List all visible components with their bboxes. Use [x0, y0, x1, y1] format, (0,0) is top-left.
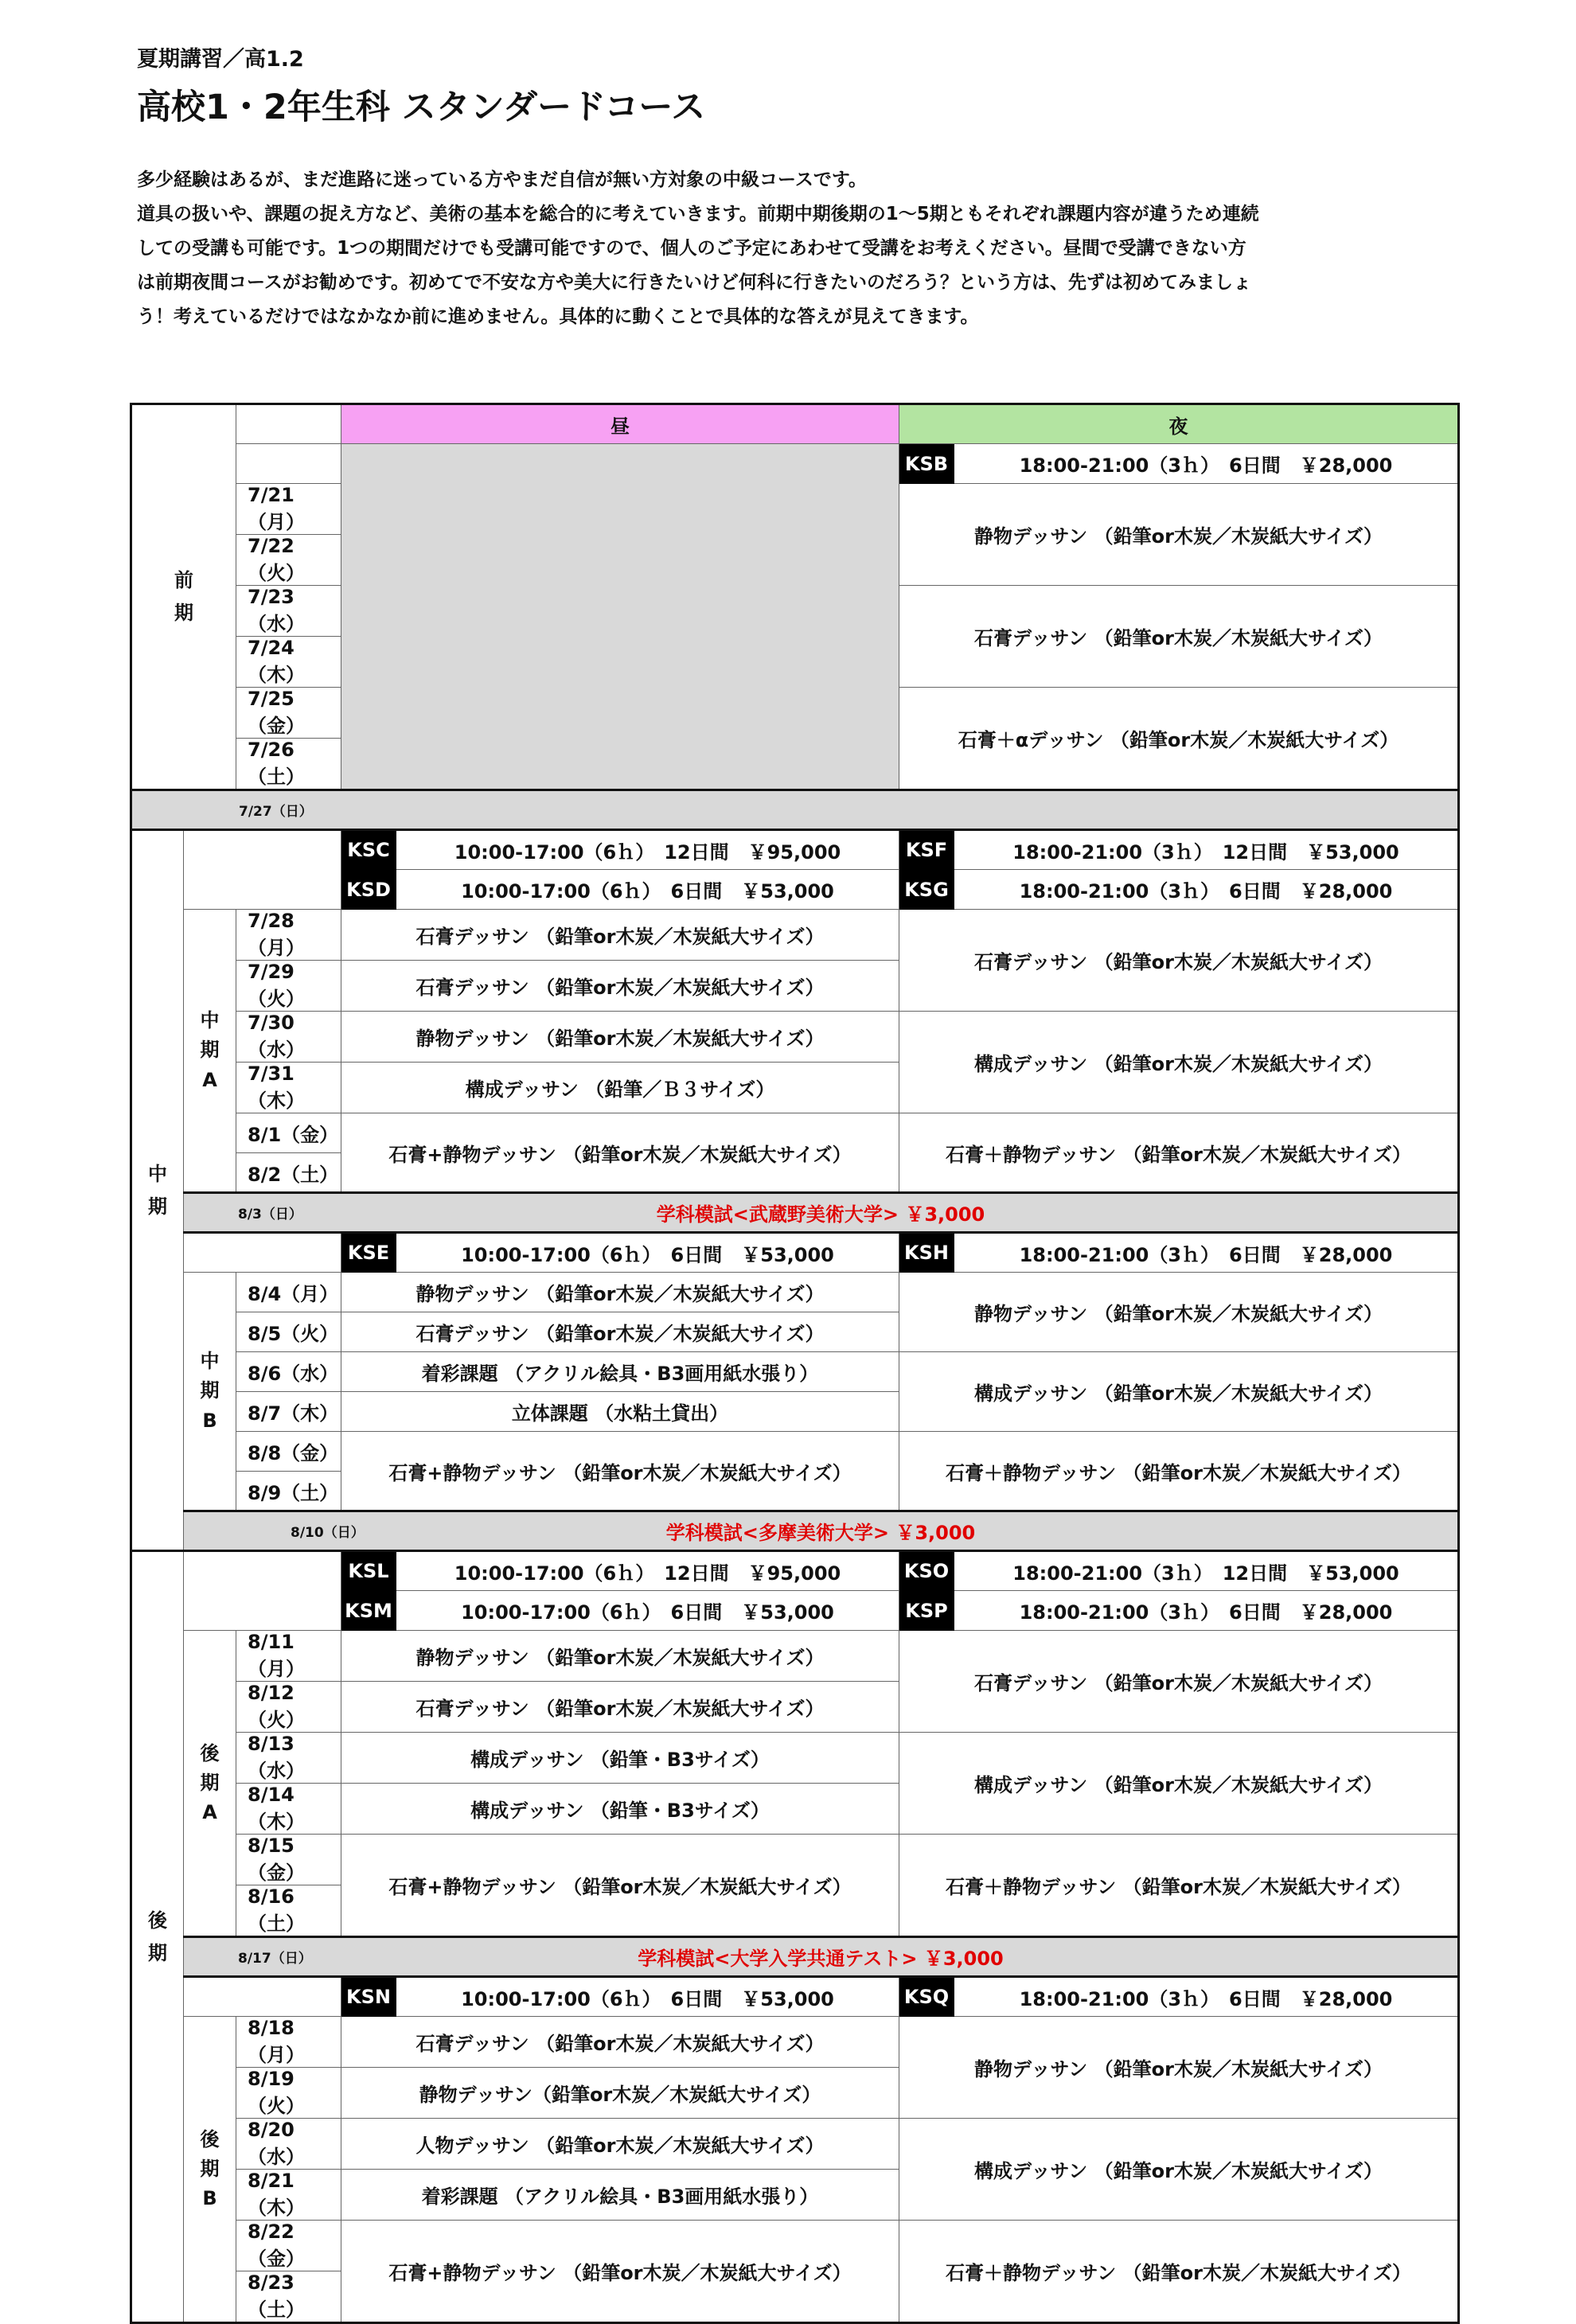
table-row: [131, 1012, 1459, 1063]
period-koki-b: 後 期 B: [184, 2017, 236, 2323]
course-info: 10:00-17:00（6ｈ） 6日間 ￥53,000: [396, 1591, 899, 1631]
holiday-row: [131, 1511, 1459, 1551]
date-cell: 8/8（金）: [236, 1432, 341, 1472]
date-cell: 8/5（火）: [236, 1312, 341, 1352]
holiday-cell: [184, 1511, 1459, 1551]
course-code-ksb: KSB: [899, 444, 954, 484]
night-course: 構成デッサン （鉛筆or木炭／木炭紙大サイズ）: [899, 1012, 1459, 1113]
holiday-date: 8/17（日）: [238, 1951, 312, 1967]
night-course: 石膏デッサン （鉛筆or木炭／木炭紙大サイズ）: [899, 1631, 1459, 1733]
day-course: 構成デッサン （鉛筆・B3サイズ）: [341, 1733, 899, 1784]
empty-cell: [236, 404, 341, 444]
holiday-cell: [131, 790, 1459, 830]
description-line: う！考えているだけではなかなか前に進めません。具体的に動くことで具体的な答えが見えてきます。: [137, 306, 979, 327]
date-cell: 8/16（土）: [236, 1885, 341, 1937]
night-course: 石膏デッサン （鉛筆or木炭／木炭紙大サイズ）: [899, 910, 1459, 1012]
holiday-row: [131, 1937, 1459, 1977]
course-info: 18:00-21:00（3ｈ） 6日間 ￥28,000: [954, 444, 1459, 484]
table-row: [131, 1551, 1459, 1591]
date-cell: 8/12（火）: [236, 1682, 341, 1733]
date-cell: 7/31（木）: [236, 1063, 341, 1113]
course-code-ksg: KSG: [899, 870, 954, 910]
date-cell: 8/9（土）: [236, 1472, 341, 1511]
course-info: 18:00-21:00（3ｈ） 12日間 ￥53,000: [954, 1551, 1459, 1591]
day-course: 静物デッサン （鉛筆or木炭／木炭紙大サイズ）: [341, 1012, 899, 1063]
course-code-ksl: KSL: [341, 1551, 396, 1591]
day-course: 石膏デッサン （鉛筆or木炭／木炭紙大サイズ）: [341, 961, 899, 1012]
day-course: 石膏デッサン （鉛筆or木炭／木炭紙大サイズ）: [341, 1682, 899, 1733]
schedule-table: [130, 403, 1460, 2324]
date-cell: 7/25（金）: [236, 688, 341, 739]
course-code-ksn: KSN: [341, 1977, 396, 2017]
table-row: [131, 1733, 1459, 1784]
course-info: 10:00-17:00（6ｈ） 6日間 ￥53,000: [396, 870, 899, 910]
page-subtitle: 夏期講習／高1.2: [137, 47, 304, 72]
day-course: 静物デッサン （鉛筆or木炭／木炭紙大サイズ）: [341, 1631, 899, 1682]
description-line: 道具の扱いや、課題の捉え方など、美術の基本を総合的に考えていきます。前期中期後期の1～5期ともそれぞれ課題内容が違うため連続: [137, 204, 1259, 224]
night-course: 静物デッサン （鉛筆or木炭／木炭紙大サイズ）: [899, 2017, 1459, 2119]
date-cell: 7/30（水）: [236, 1012, 341, 1063]
date-cell: 8/18（月）: [236, 2017, 341, 2068]
course-info: 18:00-21:00（3ｈ） 12日間 ￥53,000: [954, 830, 1459, 870]
page-header: [137, 41, 1474, 129]
holiday-date: 8/3（日）: [238, 1207, 302, 1222]
period-chuki-b: 中 期 B: [184, 1273, 236, 1511]
day-course: 立体課題 （水粘土貸出）: [341, 1392, 899, 1432]
holiday-date: 8/10（日）: [291, 1525, 365, 1541]
table-row: [131, 444, 1459, 484]
course-info: 10:00-17:00（6ｈ） 12日間 ￥95,000: [396, 830, 899, 870]
day-course: 人物デッサン （鉛筆or木炭／木炭紙大サイズ）: [341, 2119, 899, 2170]
date-cell: 7/29（火）: [236, 961, 341, 1012]
table-header-row: [131, 404, 1459, 444]
course-info: 18:00-21:00（3ｈ） 6日間 ￥28,000: [954, 1977, 1459, 2017]
course-code-kso: KSO: [899, 1551, 954, 1591]
table-row: [131, 1113, 1459, 1153]
day-course: 着彩課題 （アクリル絵具・B3画用紙水張り）: [341, 1352, 899, 1392]
course-code-ksp: KSP: [899, 1591, 954, 1631]
day-course: 着彩課題 （アクリル絵具・B3画用紙水張り）: [341, 2170, 899, 2221]
night-course: 石膏＋静物デッサン （鉛筆or木炭／木炭紙大サイズ）: [899, 1835, 1459, 1937]
date-cell: 8/13（水）: [236, 1733, 341, 1784]
course-info: 10:00-17:00（6ｈ） 6日間 ￥53,000: [396, 1977, 899, 2017]
day-course: 静物デッサン（鉛筆or木炭／木炭紙大サイズ）: [341, 2068, 899, 2119]
table-row: [131, 2017, 1459, 2068]
night-course: 石膏＋静物デッサン （鉛筆or木炭／木炭紙大サイズ）: [899, 2221, 1459, 2323]
date-cell: 8/11（月）: [236, 1631, 341, 1682]
period-zenki: 前 期: [131, 404, 236, 790]
description-line: しての受講も可能です。1つの期間だけでも受講可能ですので、個人のご予定にあわせて受講をお考えください。昼間で受講できない方: [137, 238, 1246, 259]
table-row: [131, 1352, 1459, 1392]
course-info: 18:00-21:00（3ｈ） 6日間 ￥28,000: [954, 1591, 1459, 1631]
exam-notice: 学科模試<多摩美術大学> ￥3,000: [665, 1522, 976, 1544]
date-cell: 8/4（月）: [236, 1273, 341, 1312]
night-course: 石膏＋αデッサン （鉛筆or木炭／木炭紙大サイズ）: [899, 688, 1459, 790]
date-cell: 7/26（土）: [236, 739, 341, 790]
night-header: 夜: [899, 404, 1459, 444]
course-info: 18:00-21:00（3ｈ） 6日間 ￥28,000: [954, 870, 1459, 910]
date-cell: 8/1（金）: [236, 1113, 341, 1153]
holiday-cell: [184, 1937, 1459, 1977]
day-course: 石膏+静物デッサン （鉛筆or木炭／木炭紙大サイズ）: [341, 1835, 899, 1937]
night-course: 構成デッサン （鉛筆or木炭／木炭紙大サイズ）: [899, 1352, 1459, 1432]
date-cell: 7/28（月）: [236, 910, 341, 961]
empty-cell: [236, 444, 341, 484]
course-code-kse: KSE: [341, 1233, 396, 1273]
exam-notice: 学科模試<大学入学共通テスト> ￥3,000: [638, 1948, 1004, 1970]
day-course: 石膏+静物デッサン （鉛筆or木炭／木炭紙大サイズ）: [341, 1113, 899, 1193]
date-cell: 8/23（土）: [236, 2271, 341, 2323]
course-info: 18:00-21:00（3ｈ） 6日間 ￥28,000: [954, 1233, 1459, 1273]
date-cell: 8/6（水）: [236, 1352, 341, 1392]
day-course: 構成デッサン （鉛筆／Ｂ３サイズ）: [341, 1063, 899, 1113]
day-course: 静物デッサン （鉛筆or木炭／木炭紙大サイズ）: [341, 1273, 899, 1312]
period-chuki-a: 中 期 A: [184, 910, 236, 1193]
table-row: [131, 1233, 1459, 1273]
description-line: 多少経験はあるが、まだ進路に迷っている方やまだ自信が無い方対象の中級コースです。: [137, 170, 868, 190]
holiday-row: [131, 1193, 1459, 1233]
date-cell: 8/14（木）: [236, 1784, 341, 1835]
day-course: 石膏デッサン （鉛筆or木炭／木炭紙大サイズ）: [341, 910, 899, 961]
date-cell: 7/23（水）: [236, 586, 341, 637]
date-cell: 8/2（土）: [236, 1153, 341, 1193]
day-course: 構成デッサン （鉛筆・B3サイズ）: [341, 1784, 899, 1835]
table-row: [131, 1273, 1459, 1312]
table-row: [131, 1432, 1459, 1472]
date-cell: 8/21（木）: [236, 2170, 341, 2221]
table-row: [131, 1631, 1459, 1682]
empty-cell: [184, 1551, 341, 1631]
noon-unavailable-cell: [341, 444, 899, 790]
empty-cell: [184, 1977, 341, 2017]
day-course: 石膏+静物デッサン （鉛筆or木炭／木炭紙大サイズ）: [341, 2221, 899, 2323]
table-row: [131, 830, 1459, 870]
period-chuki: 中 期: [131, 830, 184, 1551]
table-row: [131, 1835, 1459, 1885]
day-course: 石膏+静物デッサン （鉛筆or木炭／木炭紙大サイズ）: [341, 1432, 899, 1511]
table-row: [131, 1977, 1459, 2017]
night-course: 構成デッサン （鉛筆or木炭／木炭紙大サイズ）: [899, 2119, 1459, 2221]
day-course: 石膏デッサン （鉛筆or木炭／木炭紙大サイズ）: [341, 2017, 899, 2068]
course-info: 10:00-17:00（6ｈ） 6日間 ￥53,000: [396, 1233, 899, 1273]
course-code-ksf: KSF: [899, 830, 954, 870]
description-line: は前期夜間コースがお勧めです。初めてで不安な方や美大に行きたいけど何科に行きたいのだろう？という方は、先ずは初めてみましょ: [137, 272, 1252, 293]
holiday-cell: [184, 1193, 1459, 1233]
date-cell: 8/20（水）: [236, 2119, 341, 2170]
period-koki-a: 後 期 A: [184, 1631, 236, 1937]
course-description: [137, 163, 1458, 334]
period-koki: 後 期: [131, 1551, 184, 2323]
noon-header: 昼: [341, 404, 899, 444]
empty-cell: [184, 1233, 341, 1273]
night-course: 構成デッサン （鉛筆or木炭／木炭紙大サイズ）: [899, 1733, 1459, 1835]
holiday-row: [131, 790, 1459, 830]
day-course: 石膏デッサン （鉛筆or木炭／木炭紙大サイズ）: [341, 1312, 899, 1352]
course-code-ksh: KSH: [899, 1233, 954, 1273]
table-row: [131, 910, 1459, 961]
exam-notice: 学科模試<武蔵野美術大学> ￥3,000: [656, 1203, 985, 1226]
night-course: 石膏デッサン （鉛筆or木炭／木炭紙大サイズ）: [899, 586, 1459, 688]
course-code-ksc: KSC: [341, 830, 396, 870]
date-cell: 7/22（火）: [236, 535, 341, 586]
empty-cell: [184, 830, 341, 910]
page-title: 高校1・2年生科 スタンダードコース: [137, 88, 706, 127]
night-course: 石膏＋静物デッサン （鉛筆or木炭／木炭紙大サイズ）: [899, 1113, 1459, 1193]
course-info: 10:00-17:00（6ｈ） 12日間 ￥95,000: [396, 1551, 899, 1591]
night-course: 静物デッサン （鉛筆or木炭／木炭紙大サイズ）: [899, 1273, 1459, 1352]
course-code-ksm: KSM: [341, 1591, 396, 1631]
night-course: 静物デッサン （鉛筆or木炭／木炭紙大サイズ）: [899, 484, 1459, 586]
date-cell: 7/24（木）: [236, 637, 341, 688]
date-cell: 8/7（木）: [236, 1392, 341, 1432]
night-course: 石膏＋静物デッサン （鉛筆or木炭／木炭紙大サイズ）: [899, 1432, 1459, 1511]
date-cell: 7/21（月）: [236, 484, 341, 535]
date-cell: 8/19（火）: [236, 2068, 341, 2119]
course-code-ksq: KSQ: [899, 1977, 954, 2017]
holiday-date: 7/27（日）: [239, 804, 313, 820]
table-row: [131, 2119, 1459, 2170]
date-cell: 8/22（金）: [236, 2221, 341, 2271]
course-code-ksd: KSD: [341, 870, 396, 910]
date-cell: 8/15（金）: [236, 1835, 341, 1885]
table-row: [131, 2221, 1459, 2271]
